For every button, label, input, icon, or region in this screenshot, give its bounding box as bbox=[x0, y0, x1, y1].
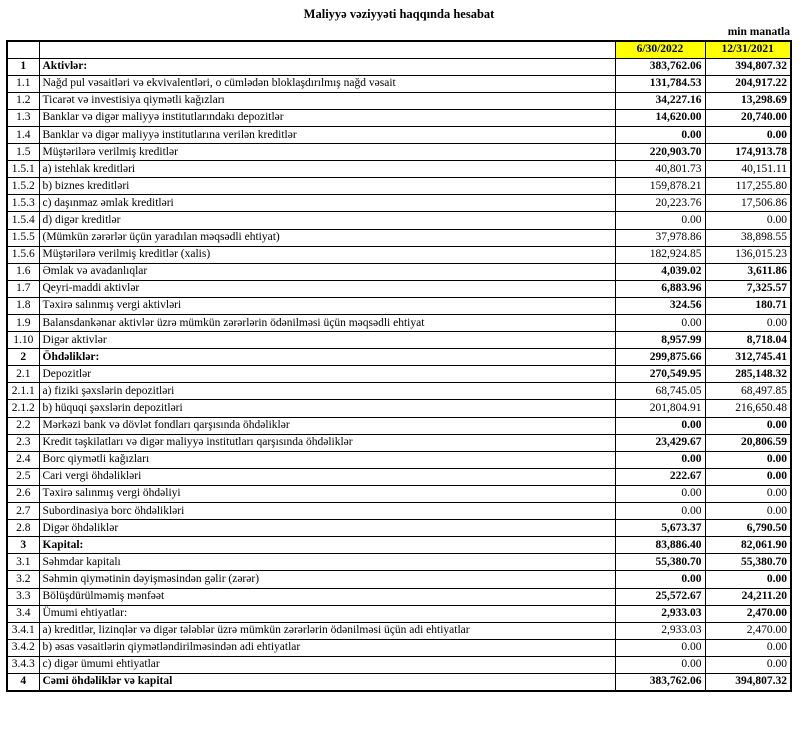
row-value-cell-2: 285,148.32 bbox=[705, 366, 791, 383]
row-number-cell: 1.5.4 bbox=[7, 212, 39, 229]
row-value-cell-1: 0.00 bbox=[615, 212, 705, 229]
table-row bbox=[7, 622, 791, 639]
row-label-cell: Kredit təşkilatları və digər maliyyə institutları qarşısında öhdəliklər bbox=[39, 434, 615, 451]
table-row bbox=[7, 537, 791, 554]
row-value-cell-1: 0.00 bbox=[615, 126, 705, 143]
row-value-cell-1: 25,572.67 bbox=[615, 588, 705, 605]
table-header-row bbox=[7, 41, 791, 58]
row-value-cell-1: 220,903.70 bbox=[615, 144, 705, 161]
financial-position-table bbox=[6, 40, 792, 692]
row-number-cell: 1.9 bbox=[7, 315, 39, 332]
row-value-cell-1: 0.00 bbox=[615, 571, 705, 588]
row-value-cell-2: 0.00 bbox=[705, 639, 791, 656]
table-row bbox=[7, 503, 791, 520]
row-label-cell: Digər aktivlər bbox=[39, 332, 615, 349]
row-value-cell-1: 0.00 bbox=[615, 315, 705, 332]
row-label-cell: Qeyri-maddi aktivlər bbox=[39, 280, 615, 297]
row-value-cell-1: 324.56 bbox=[615, 297, 705, 314]
header-date-1: 6/30/2022 bbox=[615, 41, 705, 58]
row-value-cell-1: 20,223.76 bbox=[615, 195, 705, 212]
row-number-cell: 2.1.2 bbox=[7, 400, 39, 417]
row-number-cell: 2.4 bbox=[7, 451, 39, 468]
table-row bbox=[7, 92, 791, 109]
row-number-cell: 3.2 bbox=[7, 571, 39, 588]
row-value-cell-2: 55,380.70 bbox=[705, 554, 791, 571]
table-row bbox=[7, 571, 791, 588]
table-row bbox=[7, 75, 791, 92]
row-number-cell: 2.6 bbox=[7, 485, 39, 502]
row-value-cell-1: 0.00 bbox=[615, 656, 705, 673]
row-value-cell-1: 2,933.03 bbox=[615, 622, 705, 639]
row-value-cell-1: 182,924.85 bbox=[615, 246, 705, 263]
row-number-cell: 4 bbox=[7, 673, 39, 690]
row-label-cell: b) əsas vəsaitlərin qiymətləndirilməsindən adi ehtiyatlar bbox=[39, 639, 615, 656]
row-value-cell-2: 13,298.69 bbox=[705, 92, 791, 109]
table-row bbox=[7, 246, 791, 263]
row-label-cell: Cəmi öhdəliklər və kapital bbox=[39, 673, 615, 690]
row-label-cell: c) daşınmaz əmlak kreditləri bbox=[39, 195, 615, 212]
row-value-cell-1: 55,380.70 bbox=[615, 554, 705, 571]
row-value-cell-1: 0.00 bbox=[615, 503, 705, 520]
row-value-cell-1: 8,957.99 bbox=[615, 332, 705, 349]
table-row bbox=[7, 417, 791, 434]
row-label-cell: Mərkəzi bank və dövlət fondları qarşısında öhdəliklər bbox=[39, 417, 615, 434]
row-label-cell: Nağd pul vəsaitləri və ekvivalentləri, o cümlədən bloklaşdırılmış nağd vəsait bbox=[39, 75, 615, 92]
row-value-cell-2: 0.00 bbox=[705, 571, 791, 588]
row-label-cell: Ümumi ehtiyatlar: bbox=[39, 605, 615, 622]
row-number-cell: 1 bbox=[7, 58, 39, 75]
table-row bbox=[7, 332, 791, 349]
row-label-cell: Təxirə salınmış vergi aktivləri bbox=[39, 297, 615, 314]
row-number-cell: 1.5.1 bbox=[7, 161, 39, 178]
header-date-2: 12/31/2021 bbox=[705, 41, 791, 58]
row-number-cell: 2.7 bbox=[7, 503, 39, 520]
row-value-cell-1: 37,978.86 bbox=[615, 229, 705, 246]
table-row bbox=[7, 144, 791, 161]
table-row bbox=[7, 468, 791, 485]
row-value-cell-1: 40,801.73 bbox=[615, 161, 705, 178]
row-value-cell-2: 7,325.57 bbox=[705, 280, 791, 297]
row-value-cell-1: 383,762.06 bbox=[615, 673, 705, 690]
row-label-cell: Balansdankənar aktivlər üzrə mümkün zərərlərin ödənilməsi üçün məqsədli ehtiyat bbox=[39, 315, 615, 332]
row-value-cell-2: 0.00 bbox=[705, 212, 791, 229]
header-number-cell bbox=[7, 41, 39, 58]
table-row bbox=[7, 161, 791, 178]
row-value-cell-1: 201,804.91 bbox=[615, 400, 705, 417]
row-value-cell-2: 216,650.48 bbox=[705, 400, 791, 417]
row-value-cell-2: 117,255.80 bbox=[705, 178, 791, 195]
row-number-cell: 1.10 bbox=[7, 332, 39, 349]
row-label-cell: Bölüşdürülməmiş mənfəət bbox=[39, 588, 615, 605]
table-row bbox=[7, 434, 791, 451]
row-number-cell: 1.4 bbox=[7, 126, 39, 143]
row-value-cell-2: 2,470.00 bbox=[705, 605, 791, 622]
row-value-cell-2: 0.00 bbox=[705, 503, 791, 520]
table-row bbox=[7, 126, 791, 143]
row-value-cell-2: 3,611.86 bbox=[705, 263, 791, 280]
row-value-cell-1: 2,933.03 bbox=[615, 605, 705, 622]
row-number-cell: 2.1.1 bbox=[7, 383, 39, 400]
row-label-cell: b) hüquqi şəxslərin depozitləri bbox=[39, 400, 615, 417]
row-value-cell-1: 23,429.67 bbox=[615, 434, 705, 451]
row-number-cell: 1.8 bbox=[7, 297, 39, 314]
row-value-cell-1: 0.00 bbox=[615, 485, 705, 502]
row-label-cell: Subordinasiya borc öhdəlikləri bbox=[39, 503, 615, 520]
row-value-cell-1: 34,227.16 bbox=[615, 92, 705, 109]
table-row bbox=[7, 349, 791, 366]
row-value-cell-2: 82,061.90 bbox=[705, 537, 791, 554]
row-value-cell-2: 24,211.20 bbox=[705, 588, 791, 605]
table-row bbox=[7, 520, 791, 537]
row-value-cell-1: 14,620.00 bbox=[615, 109, 705, 126]
row-number-cell: 1.2 bbox=[7, 92, 39, 109]
row-label-cell: Banklar və digər maliyyə institutlarına verilən kreditlər bbox=[39, 126, 615, 143]
table-row bbox=[7, 673, 791, 690]
row-value-cell-2: 180.71 bbox=[705, 297, 791, 314]
row-value-cell-1: 222.67 bbox=[615, 468, 705, 485]
row-number-cell: 2.5 bbox=[7, 468, 39, 485]
page-title: Maliyyə vəziyyəti haqqında hesabat bbox=[303, 7, 495, 21]
row-label-cell: Kapital: bbox=[39, 537, 615, 554]
row-label-cell: Ticarət və investisiya qiymətli kağızları bbox=[39, 92, 615, 109]
row-value-cell-2: 8,718.04 bbox=[705, 332, 791, 349]
row-number-cell: 2.3 bbox=[7, 434, 39, 451]
row-label-cell: a) kreditlər, lizinqlər və digər tələblər üzrə mümkün zərərlərin ödənilməsi üçün adi ehtiyatlar bbox=[39, 622, 615, 639]
table-row bbox=[7, 195, 791, 212]
row-label-cell: Əmlak və avadanlıqlar bbox=[39, 263, 615, 280]
row-value-cell-2: 0.00 bbox=[705, 315, 791, 332]
row-value-cell-2: 204,917.22 bbox=[705, 75, 791, 92]
row-label-cell: Borc qiymətli kağızları bbox=[39, 451, 615, 468]
row-number-cell: 1.5.5 bbox=[7, 229, 39, 246]
row-value-cell-2: 136,015.23 bbox=[705, 246, 791, 263]
table-row bbox=[7, 656, 791, 673]
table-row bbox=[7, 178, 791, 195]
row-label-cell: Müştərilərə verilmiş kreditlər (xalis) bbox=[39, 246, 615, 263]
row-value-cell-2: 20,806.59 bbox=[705, 434, 791, 451]
table-row bbox=[7, 554, 791, 571]
row-label-cell: Aktivlər: bbox=[39, 58, 615, 75]
row-label-cell: Səhmdar kapitalı bbox=[39, 554, 615, 571]
row-label-cell: Təxirə salınmış vergi öhdəliyi bbox=[39, 485, 615, 502]
table-row bbox=[7, 639, 791, 656]
row-number-cell: 2.2 bbox=[7, 417, 39, 434]
row-value-cell-1: 0.00 bbox=[615, 451, 705, 468]
row-number-cell: 2.1 bbox=[7, 366, 39, 383]
row-number-cell: 1.7 bbox=[7, 280, 39, 297]
row-number-cell: 1.5.3 bbox=[7, 195, 39, 212]
row-label-cell: Səhmin qiymətinin dəyişməsindən gəlir (zərər) bbox=[39, 571, 615, 588]
row-number-cell: 1.5.2 bbox=[7, 178, 39, 195]
row-value-cell-1: 4,039.02 bbox=[615, 263, 705, 280]
row-value-cell-2: 68,497.85 bbox=[705, 383, 791, 400]
row-value-cell-1: 159,878.21 bbox=[615, 178, 705, 195]
table-body bbox=[7, 58, 791, 690]
table-row bbox=[7, 366, 791, 383]
row-value-cell-2: 0.00 bbox=[705, 468, 791, 485]
row-value-cell-2: 40,151.11 bbox=[705, 161, 791, 178]
row-value-cell-1: 68,745.05 bbox=[615, 383, 705, 400]
row-value-cell-1: 6,883.96 bbox=[615, 280, 705, 297]
row-value-cell-2: 2,470.00 bbox=[705, 622, 791, 639]
row-value-cell-1: 383,762.06 bbox=[615, 58, 705, 75]
row-value-cell-2: 6,790.50 bbox=[705, 520, 791, 537]
row-number-cell: 3.4.2 bbox=[7, 639, 39, 656]
row-number-cell: 1.6 bbox=[7, 263, 39, 280]
row-label-cell: b) biznes kreditləri bbox=[39, 178, 615, 195]
row-label-cell: a) fiziki şəxslərin depozitləri bbox=[39, 383, 615, 400]
table-row bbox=[7, 451, 791, 468]
row-number-cell: 3 bbox=[7, 537, 39, 554]
unit-note: min manatla bbox=[727, 26, 790, 38]
row-value-cell-2: 0.00 bbox=[705, 656, 791, 673]
row-label-cell: (Mümkün zərərlər üçün yaradılan məqsədli ehtiyat) bbox=[39, 229, 615, 246]
row-number-cell: 1.5.6 bbox=[7, 246, 39, 263]
row-number-cell: 1.1 bbox=[7, 75, 39, 92]
table-row bbox=[7, 605, 791, 622]
row-value-cell-2: 38,898.55 bbox=[705, 229, 791, 246]
table-row bbox=[7, 400, 791, 417]
table-row bbox=[7, 229, 791, 246]
row-label-cell: c) digər ümumi ehtiyatlar bbox=[39, 656, 615, 673]
row-number-cell: 3.3 bbox=[7, 588, 39, 605]
table-row bbox=[7, 212, 791, 229]
row-value-cell-1: 131,784.53 bbox=[615, 75, 705, 92]
row-value-cell-1: 299,875.66 bbox=[615, 349, 705, 366]
row-label-cell: Öhdəliklər: bbox=[39, 349, 615, 366]
row-label-cell: Depozitlər bbox=[39, 366, 615, 383]
row-number-cell: 3.4 bbox=[7, 605, 39, 622]
table-row bbox=[7, 109, 791, 126]
row-value-cell-1: 0.00 bbox=[615, 417, 705, 434]
row-number-cell: 1.5 bbox=[7, 144, 39, 161]
table-row bbox=[7, 588, 791, 605]
row-number-cell: 3.1 bbox=[7, 554, 39, 571]
table-row bbox=[7, 315, 791, 332]
row-value-cell-1: 0.00 bbox=[615, 639, 705, 656]
table-row bbox=[7, 58, 791, 75]
table-row bbox=[7, 297, 791, 314]
row-label-cell: Cari vergi öhdəlikləri bbox=[39, 468, 615, 485]
row-value-cell-2: 20,740.00 bbox=[705, 109, 791, 126]
row-value-cell-1: 270,549.95 bbox=[615, 366, 705, 383]
row-value-cell-2: 0.00 bbox=[705, 485, 791, 502]
row-value-cell-2: 17,506.86 bbox=[705, 195, 791, 212]
row-value-cell-2: 174,913.78 bbox=[705, 144, 791, 161]
table-row bbox=[7, 280, 791, 297]
row-label-cell: Digər öhdəliklər bbox=[39, 520, 615, 537]
row-number-cell: 3.4.3 bbox=[7, 656, 39, 673]
row-label-cell: d) digər kreditlər bbox=[39, 212, 615, 229]
row-value-cell-2: 312,745.41 bbox=[705, 349, 791, 366]
table-row bbox=[7, 383, 791, 400]
table-row bbox=[7, 263, 791, 280]
row-label-cell: Banklar və digər maliyyə institutlarındakı depozitlər bbox=[39, 109, 615, 126]
row-value-cell-1: 83,886.40 bbox=[615, 537, 705, 554]
row-value-cell-2: 0.00 bbox=[705, 126, 791, 143]
row-label-cell: a) istehlak kreditləri bbox=[39, 161, 615, 178]
table-row bbox=[7, 485, 791, 502]
row-value-cell-2: 394,807.32 bbox=[705, 58, 791, 75]
row-number-cell: 1.3 bbox=[7, 109, 39, 126]
row-value-cell-2: 0.00 bbox=[705, 451, 791, 468]
row-label-cell: Müştərilərə verilmiş kreditlər bbox=[39, 144, 615, 161]
row-number-cell: 2 bbox=[7, 349, 39, 366]
row-number-cell: 2.8 bbox=[7, 520, 39, 537]
row-value-cell-2: 0.00 bbox=[705, 417, 791, 434]
row-value-cell-2: 394,807.32 bbox=[705, 673, 791, 690]
row-number-cell: 3.4.1 bbox=[7, 622, 39, 639]
header-label-cell bbox=[39, 41, 615, 58]
row-value-cell-1: 5,673.37 bbox=[615, 520, 705, 537]
